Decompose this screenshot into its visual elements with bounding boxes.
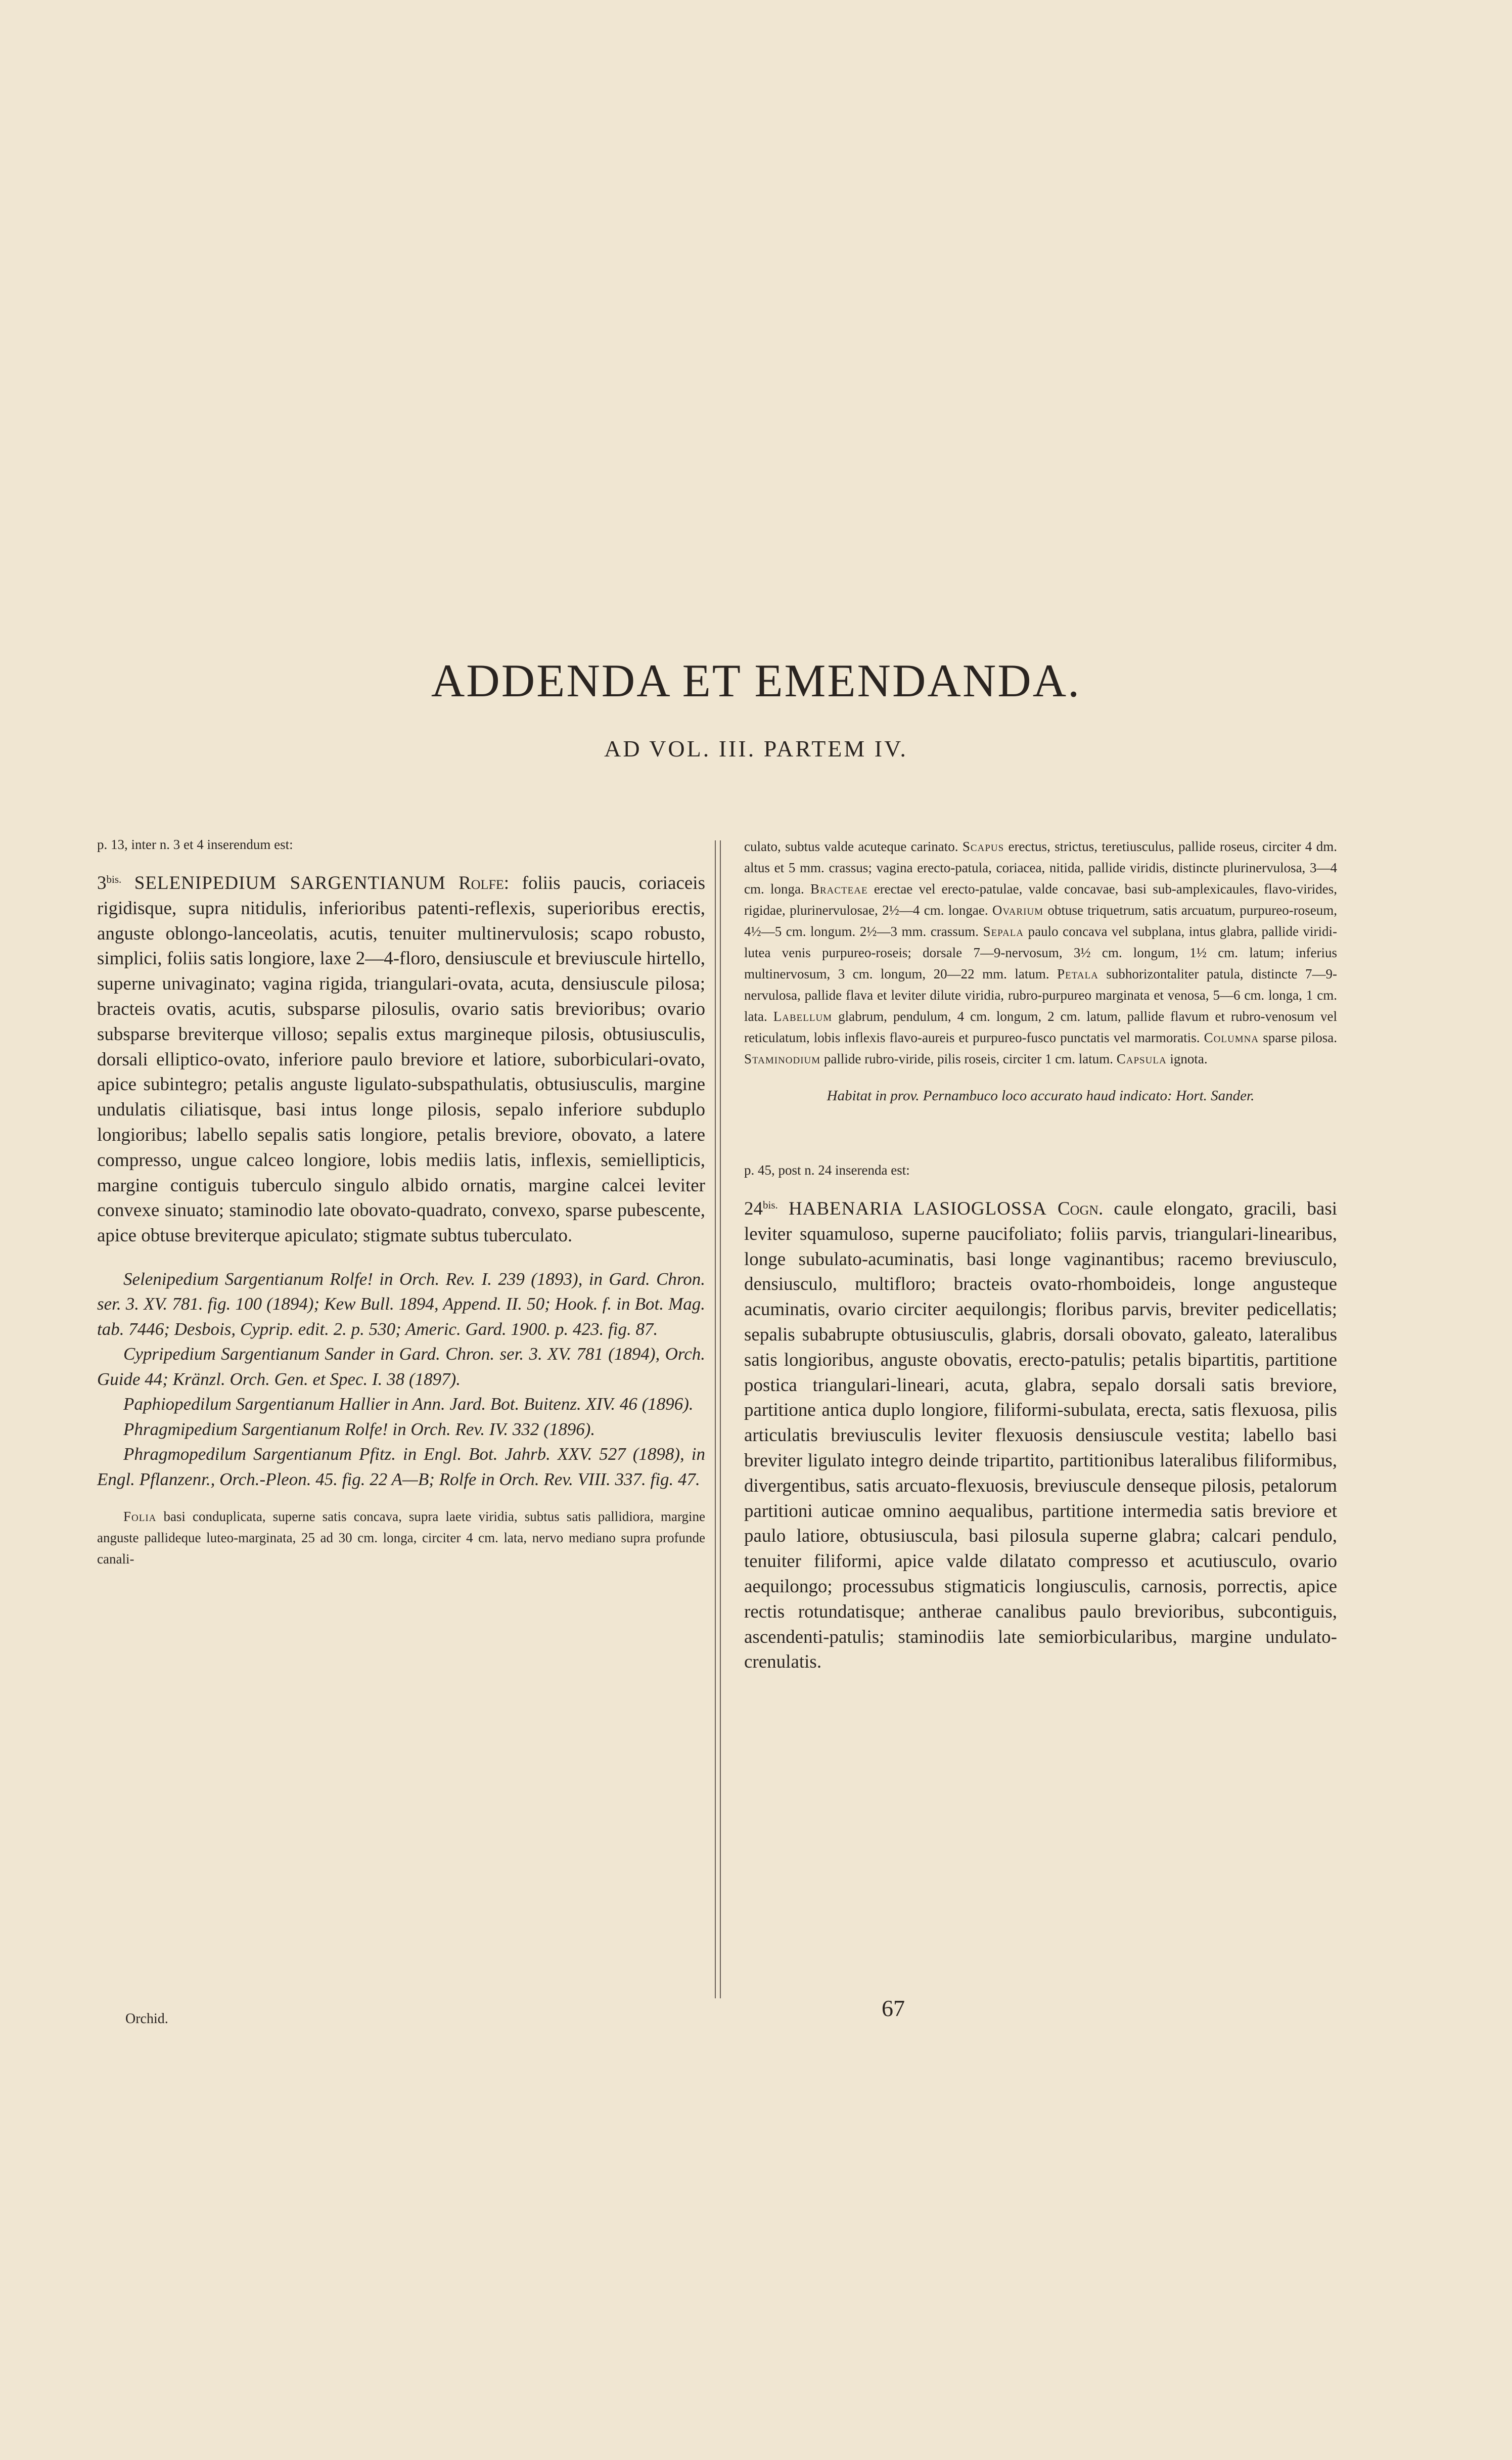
insertion-note: p. 13, inter n. 3 et 4 inserendum est: bbox=[97, 837, 293, 852]
staminodium-text: pallide rubro-viride, pilis roseis, circiter 1 cm. latum. bbox=[823, 1051, 1113, 1066]
scapus-label: Scapus bbox=[962, 839, 1004, 854]
columna-text: sparse pilosa. bbox=[1263, 1030, 1338, 1045]
columna-label: Columna bbox=[1204, 1030, 1259, 1045]
species-entry-habenaria bbox=[744, 1193, 1337, 1675]
reference-item: Selenipedium Sargentianum Rolfe! in Orch. Rev. I. 239 (1893), in Gard. Chron. ser. 3. XV. 781. fig. 100 (1894); Kew Bull. 1894, Append. II. 50; Hook. f. in Bot. Mag. tab. 7446; Desbois, Cyprip. edit. 2. p. 530; Americ. Gard. 1900. p. 423. fig. 87. bbox=[97, 1269, 705, 1339]
reference-item: Cypripedium Sargentianum Sander in Gard. Chron. ser. 3. XV. 781 (1894), Orch. Guide 44; Kränzl. Orch. Gen. et Spec. I. 38 (1897). bbox=[97, 1344, 705, 1389]
description-continuation: culato, subtus valde acuteque carinato. Scapus erectus, strictus, teretiusculus, pallide roseus, circiter 4 dm. altus et 5 mm. crassus; vagina erecto-patula, coriacea, nitida, pallide viridis, distincte plurinervulosa, 3—4 cm. longa. Bracteae erectae vel erecto-patulae, valde concavae, basi sub-amplexicaules, flavo-virides, rigidae, plurinervulosae, 2½—4 cm. longae. Ovarium obtuse triquetrum, satis arcuatum, purpureo-roseum, 4½—5 cm. longum. 2½—3 mm. crassum. Sepala paulo concava vel subplana, intus glabra, pallide viridi-lutea venis purpureo-roseis; dorsale 7—9-nervosum, 3½ cm. longum, 1½ cm. latum; inferius multinervosum, 3 cm. longum, 20—22 mm. latum. Petala subhorizontaliter patula, distincte 7—9-nervulosa, pallide flava et leviter dilute viridia, rubro-purpureo marginata et venosa, 5—6 cm. longa, 1 cm. lata. Labellum glabrum, pendulum, 4 cm. longum, 2 cm. latum, pallide flavum et rubro-venosum vel reticulatum, lobis inflexis flavo-aureis et purpureo-fusco punctatis vel marmoratis. Columna sparse pilosa. Staminodium pallide rubro-viride, pilis roseis, circiter 1 cm. latum. Capsula ignota. bbox=[744, 839, 1338, 1066]
species-name: HABENARIA LASIOGLOSSA bbox=[788, 1198, 1047, 1219]
ovarium-label: Ovarium bbox=[992, 903, 1044, 918]
right-column bbox=[744, 836, 1337, 1675]
sepala-label: Sepala bbox=[983, 924, 1024, 939]
species-description: foliis paucis, coriaceis rigidisque, supra nitidulis, inferioribus patenti-reflexis, superioribus erectis, anguste oblongo-lanceolatis, acutis, tenuiter multinervulosis; scapo robusto, simplici, foliis satis longiore, laxe 2—4-floro, densiuscule et breviuscule hirtello, superne univaginato; vagina rigida, triangulari-ovata, acuta, densiuscule pilosa; bracteis ovatis, acutis, subsparse pilosulis, ovario satis brevioribus; ovario subsparse breviterque villoso; sepalis extus margineque pilosis, obtusiusculis, dorsali elliptico-ovato, inferiore paulo breviore et latiore, suborbiculari-ovato, apice subintegro; petalis anguste ligulato-subspathulatis, obtusiusculis, margine undulatis ciliatisque, basi intus longe pilosis, sepalo inferiore subduplo longioribus; labello sepalis satis longiore, petalis breviore, obovato, a latere compresso, ungue calceo longiore, lobis mediis latis, inflexis, semiellipticis, margine contiguis tuberculo singulo albido ornatis, margine calcei leviter convexe sinuato; staminodio late obovato-quadrato, convexo, sparse pubescente, apice obtuse breviterque apiculato; stigmate subtus tuberculato. bbox=[97, 873, 705, 1246]
species-entry-selenipedium bbox=[97, 867, 705, 1248]
page-number: 67 bbox=[882, 1995, 905, 2021]
petala-text: subhorizontaliter patula, distincte 7—9-nervulosa, pallide flava et leviter dilute viridia, rubro-purpureo marginata et venosa, 5—6 cm. longa, 1 cm. lata. bbox=[744, 966, 1338, 1024]
column-divider bbox=[715, 840, 721, 1998]
bracteae-text: erectae vel erecto-patulae, valde concavae, basi sub-amplexicaules, flavo-virides, rigidae, plurinervulosae, 2½—4 cm. longae. bbox=[744, 881, 1337, 918]
entry-number: $3^{bis.}$ bbox=[97, 873, 122, 893]
synonym-references bbox=[97, 1267, 705, 1492]
petala-label: Petala bbox=[1057, 966, 1098, 981]
left-column bbox=[97, 836, 705, 1570]
staminodium-label: Staminodium bbox=[744, 1051, 821, 1066]
entry-number: $24^{bis.}$ bbox=[744, 1198, 778, 1219]
folia-text: basi conduplicata, superne satis concava, supra laete viridia, subtus satis pallidiora, margine anguste pallideque luteo-marginata, 25 ad 30 cm. longa, circiter 4 cm. lata, nervo mediano supra profunde canali- bbox=[97, 1509, 705, 1567]
insertion-note: p. 45, post n. 24 inserenda est: bbox=[744, 1162, 910, 1178]
capsula-label: Capsula bbox=[1116, 1051, 1167, 1066]
labellum-text: glabrum, pendulum, 4 cm. longum, 2 cm. latum, pallide flavum et rubro-venosum vel reticulatum, lobis inflexis flavo-aureis et purpureo-fusco punctatis vel marmoratis. bbox=[744, 1009, 1338, 1045]
reference-item: Phragmopedilum Sargentianum Pfitz. in Engl. Bot. Jahrb. XXV. 527 (1898), in Engl. Pflanzenr., Orch.-Pleon. 45. fig. 22 A—B; Rolfe in Orch. Rev. VIII. 337. fig. 47. bbox=[97, 1444, 705, 1489]
labellum-label: Labellum bbox=[773, 1009, 833, 1024]
species-description: caule elongato, gracili, basi leviter squamuloso, superne paucifoliato; foliis parvis, triangulari-linearibus, longe subulato-acuminatis, basi longe vaginantibus; racemo breviusculo, densiusculo, multifloro; bracteis ovato-rhomboideis, longe angusteque acuminatis, ovario circiter aequilongis; floribus parvis, breviter pedicellatis; sepalis subabrupte obtusiusculis, glabris, dorsali obovato, galeato, lateralibus satis longioribus, anguste obovatis, erecto-patulis; petalis bipartitis, partitione postica triangulari-lineari, acuta, glabra, sepalo dorsali satis breviore, partitione antica duplo longiore, filiformi-subulata, erecta, satis flexuosa, pilis articulatis breviusculis leviter flexuosis densiuscule vestita; labello basi breviter ligulato integro deinde tripartito, partitionibus lateralibus filiformibus, divergentibus, satis arcuato-flexuosis, breviuscule denseque pilosis, petalorum partitioni auticae omnino aequalibus, partitione intermedia satis breviore et paulo latiore, obtusiuscula, basi pilosula superne glabra; calcari pendulo, tenuiter filiformi, apice valde dilatato compresso et acutiusculo, ovario aequilongo; processubus stigmaticis longiusculis, carnosis, porrectis, apice rectis rotundatisque; antherae canalibus paulo brevioribus, subcontiguis, ascendenti-patulis; staminodiis late semiorbicularibus, margine undulato-crenulatis. bbox=[744, 1198, 1337, 1673]
reference-item: Paphiopedilum Sargentianum Hallier in Ann. Jard. Bot. Buitenz. XIV. 46 (1896). bbox=[123, 1394, 694, 1414]
page-subtitle: AD VOL. III. PARTEM IV. bbox=[604, 736, 908, 762]
folia-label: Folia bbox=[123, 1509, 157, 1525]
habitat-line: Habitat in prov. Pernambuco loco accurato haud indicato: Hort. Sander. bbox=[827, 1088, 1255, 1104]
species-author: Rolfe: bbox=[459, 873, 510, 893]
page-title: ADDENDA ET EMENDANDA. bbox=[431, 655, 1081, 706]
capsula-text: ignota. bbox=[1170, 1051, 1208, 1066]
sepala-text: paulo concava vel subplana, intus glabra, pallide viridi-lutea venis purpureo-roseis; dorsale 7—9-nervosum, 3½ cm. longum, 1½ cm. latum; inferius multinervosum, 3 cm. longum, 20—22 mm. latum. bbox=[744, 924, 1337, 981]
ovarium-text: obtuse triquetrum, satis arcuatum, purpureo-roseum, 4½—5 cm. longum. 2½—3 mm. crassum. bbox=[744, 903, 1338, 939]
species-author: Cogn. bbox=[1057, 1198, 1104, 1219]
folia-paragraph bbox=[97, 1506, 705, 1570]
scapus-text: erectus, strictus, teretiusculus, pallide roseus, circiter 4 dm. altus et 5 mm. crassus; vagina erecto-patula, coriacea, nitida, pallide viridis, distincte plurinervulosa, 3—4 cm. longa. bbox=[744, 839, 1338, 897]
bracteae-label: Bracteae bbox=[810, 881, 868, 897]
reference-item: Phragmipedium Sargentianum Rolfe! in Orch. Rev. IV. 332 (1896). bbox=[123, 1419, 595, 1439]
species-name: SELENIPEDIUM SARGENTIANUM bbox=[134, 873, 446, 893]
footer-label: Orchid. bbox=[125, 2011, 168, 2027]
